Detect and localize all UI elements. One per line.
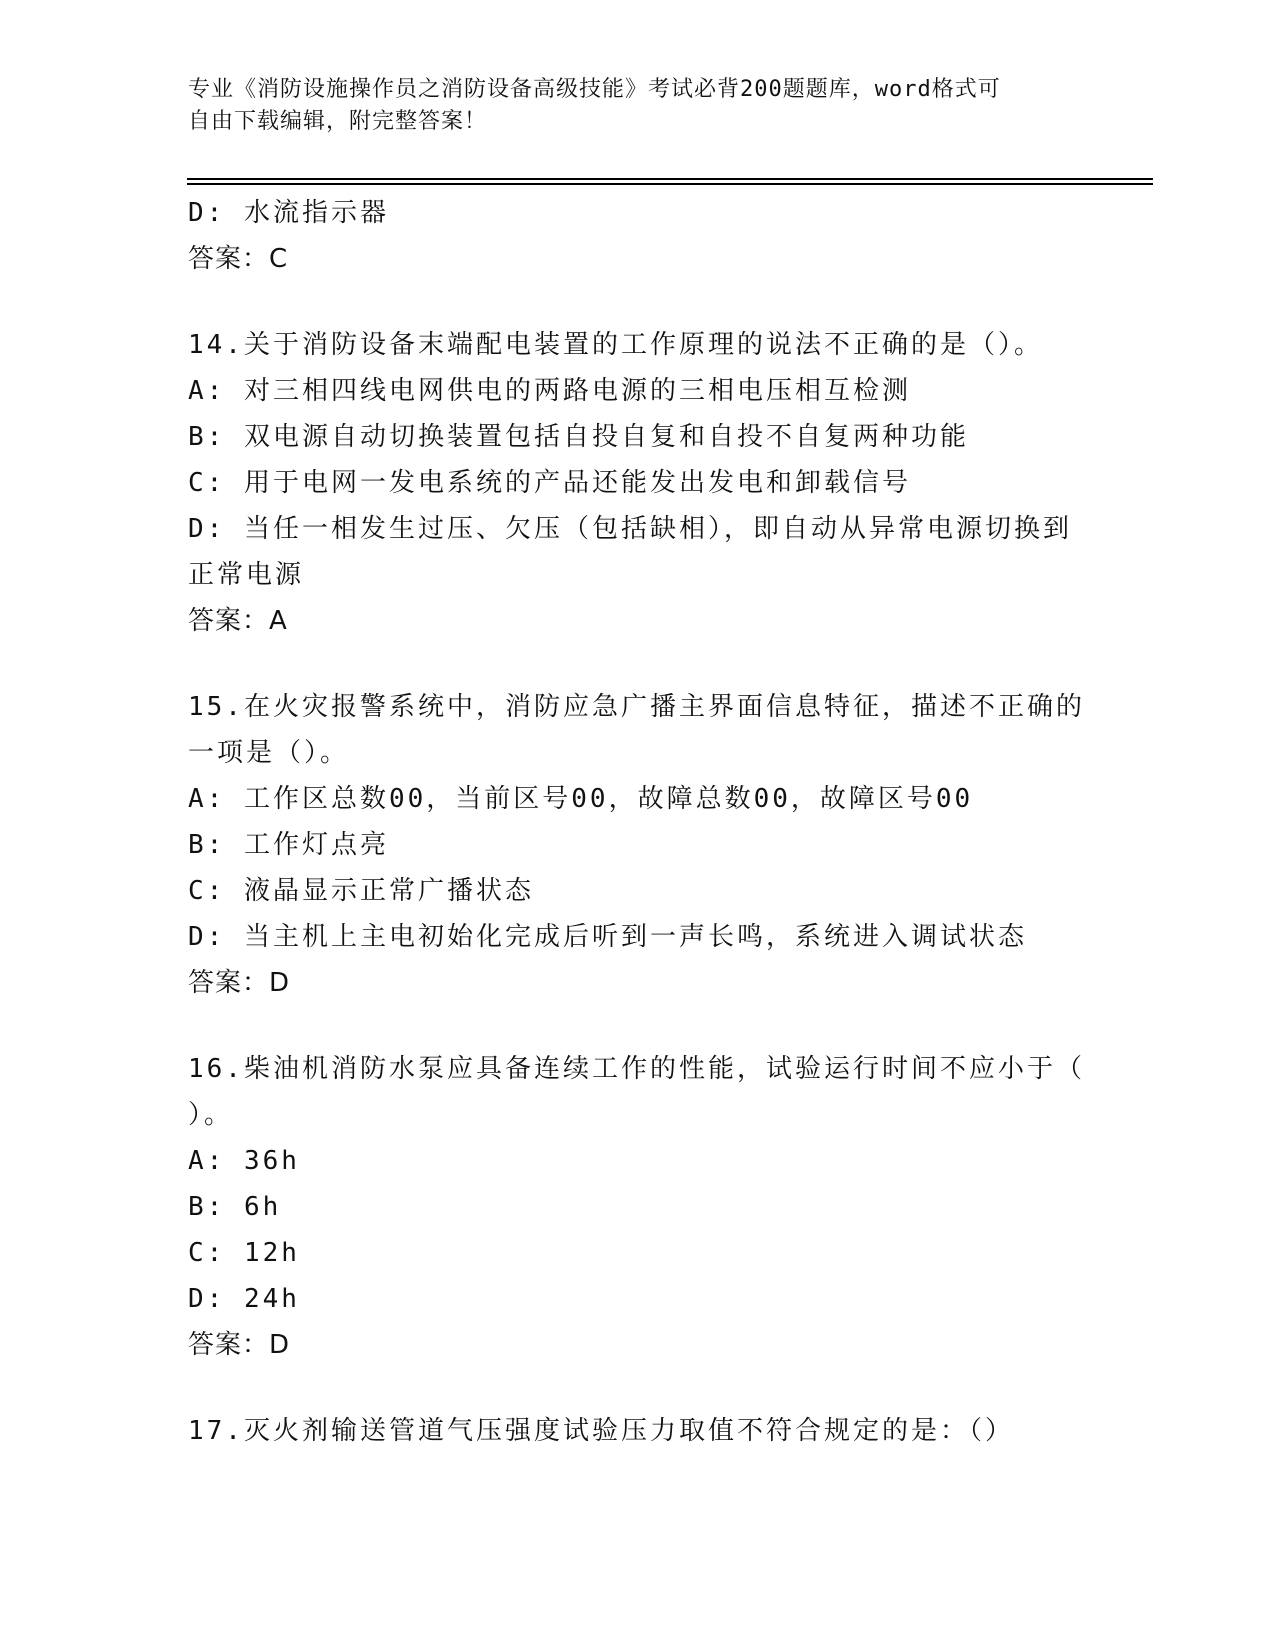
option-d: D: 24h — [188, 1284, 300, 1314]
question-16 — [188, 1046, 1088, 1368]
option-d: D: 水流指示器 — [188, 198, 389, 228]
option-c: C: 用于电网一发电系统的产品还能发出发电和卸载信号 — [188, 468, 911, 498]
answer: 答案：C — [188, 244, 289, 274]
answer: 答案：D — [188, 1330, 291, 1360]
document-body — [188, 190, 1088, 1454]
question-17 — [188, 1408, 1088, 1454]
answer: 答案：A — [188, 606, 288, 636]
option-a: A: 工作区总数00，当前区号00，故障总数00，故障区号00 — [188, 784, 974, 814]
question-stem: 16.柴油机消防水泵应具备连续工作的性能，试验运行时间不应小于（ — [188, 1054, 1085, 1084]
option-a: A: 对三相四线电网供电的两路电源的三相电压相互检测 — [188, 376, 911, 406]
option-d-continued: 正常电源 — [188, 560, 305, 590]
question-stem-continued: 一项是（）。 — [188, 738, 350, 768]
document-header — [188, 74, 1088, 138]
question-15 — [188, 684, 1088, 1006]
header-rule-bottom — [187, 183, 1153, 185]
question-stem-continued: ）。 — [188, 1100, 234, 1130]
question-stem: 14.关于消防设备末端配电装置的工作原理的说法不正确的是（）。 — [188, 330, 1043, 360]
question-14 — [188, 322, 1088, 644]
question-stem: 15.在火灾报警系统中，消防应急广播主界面信息特征，描述不正确的 — [188, 692, 1085, 722]
option-b: B: 双电源自动切换装置包括自投自复和自投不自复两种功能 — [188, 422, 969, 452]
option-a: A: 36h — [188, 1146, 300, 1176]
header-line-2: 自由下载编辑，附完整答案！ — [188, 109, 488, 134]
header-line-1: 专业《消防设施操作员之消防设备高级技能》考试必背200题题库，word格式可 — [188, 77, 1001, 102]
answer: 答案：D — [188, 968, 291, 998]
question-stem: 17.灭火剂输送管道气压强度试验压力取值不符合规定的是：（） — [188, 1416, 1014, 1446]
option-c: C: 12h — [188, 1238, 300, 1268]
option-d: D: 当任一相发生过压、欠压（包括缺相），即自动从异常电源切换到 — [188, 514, 1072, 544]
option-b: B: 6h — [188, 1192, 282, 1222]
option-d: D: 当主机上主电初始化完成后听到一声长鸣，系统进入调试状态 — [188, 922, 1027, 952]
question-13-tail — [188, 190, 1088, 282]
option-b: B: 工作灯点亮 — [188, 830, 389, 860]
header-rule-top — [187, 178, 1153, 180]
option-c: C: 液晶显示正常广播状态 — [188, 876, 534, 906]
